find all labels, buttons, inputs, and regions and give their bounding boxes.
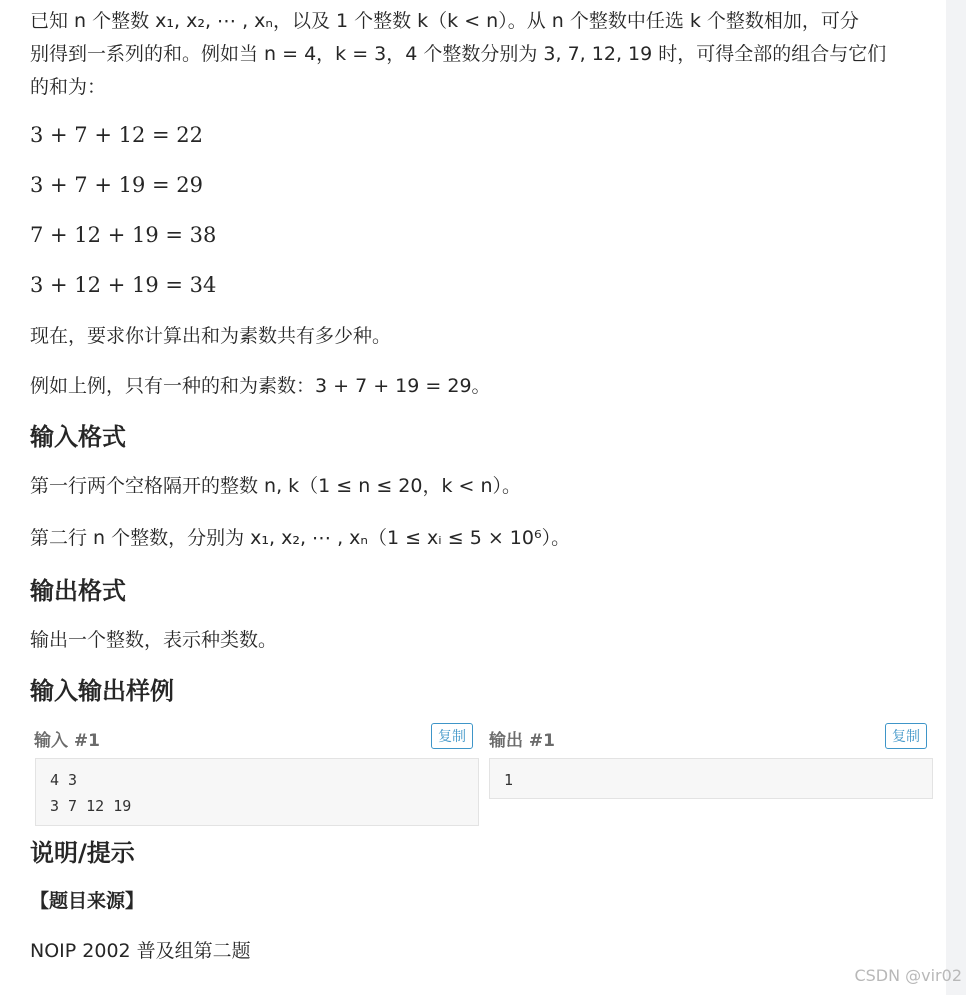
sum-line: 7 + 12 + 19 = 38 xyxy=(30,223,217,247)
samples-heading: 输入输出样例 xyxy=(30,677,174,705)
output-format-heading: 输出格式 xyxy=(30,577,126,605)
sum-line: 3 + 12 + 19 = 34 xyxy=(30,273,217,297)
sample-input-label: 输入 #1 xyxy=(34,731,100,751)
copy-input-button[interactable]: 复制 xyxy=(431,723,473,749)
csdn-watermark: CSDN @vir02 xyxy=(854,966,962,985)
source-title: 【题目来源】 xyxy=(30,890,145,912)
output-format-line-1: 输出一个整数，表示种类数。 xyxy=(30,629,278,651)
sample-input-code[interactable]: 4 3 3 7 12 19 xyxy=(35,758,479,826)
sample-output-label: 输出 #1 xyxy=(489,731,555,751)
copy-output-button[interactable]: 复制 xyxy=(885,723,927,749)
sum-line: 3 + 7 + 19 = 29 xyxy=(30,173,204,197)
input-format-line-1: 第一行两个空格隔开的整数 n, k（1 ≤ n ≤ 20，k < n）。 xyxy=(30,475,522,497)
input-format-heading: 输入格式 xyxy=(30,423,126,451)
sample-output-code[interactable]: 1 xyxy=(489,758,933,799)
intro-line-2: 别得到一系列的和。例如当 n = 4，k = 3，4 个整数分别为 3, 7, 12, 19 时，可得全部的组合与它们 xyxy=(30,43,887,65)
question-text: 现在，要求你计算出和为素数共有多少种。 xyxy=(30,325,392,347)
hint-heading: 说明/提示 xyxy=(30,839,135,867)
source-text: NOIP 2002 普及组第二题 xyxy=(30,940,251,962)
intro-line-1: 已知 n 个整数 x₁, x₂, ⋯ , xₙ，以及 1 个整数 k（k < n）。从 n 个整数中任选 k 个整数相加，可分 xyxy=(30,10,859,32)
sum-line: 3 + 7 + 12 = 22 xyxy=(30,123,204,147)
input-format-line-2: 第二行 n 个整数，分别为 x₁, x₂, ⋯ , xₙ（1 ≤ xᵢ ≤ 5 × 10⁶）。 xyxy=(30,527,571,549)
example-text: 例如上例，只有一种的和为素数：3 + 7 + 19 = 29。 xyxy=(30,375,491,397)
intro-line-3: 的和为： xyxy=(30,76,107,98)
